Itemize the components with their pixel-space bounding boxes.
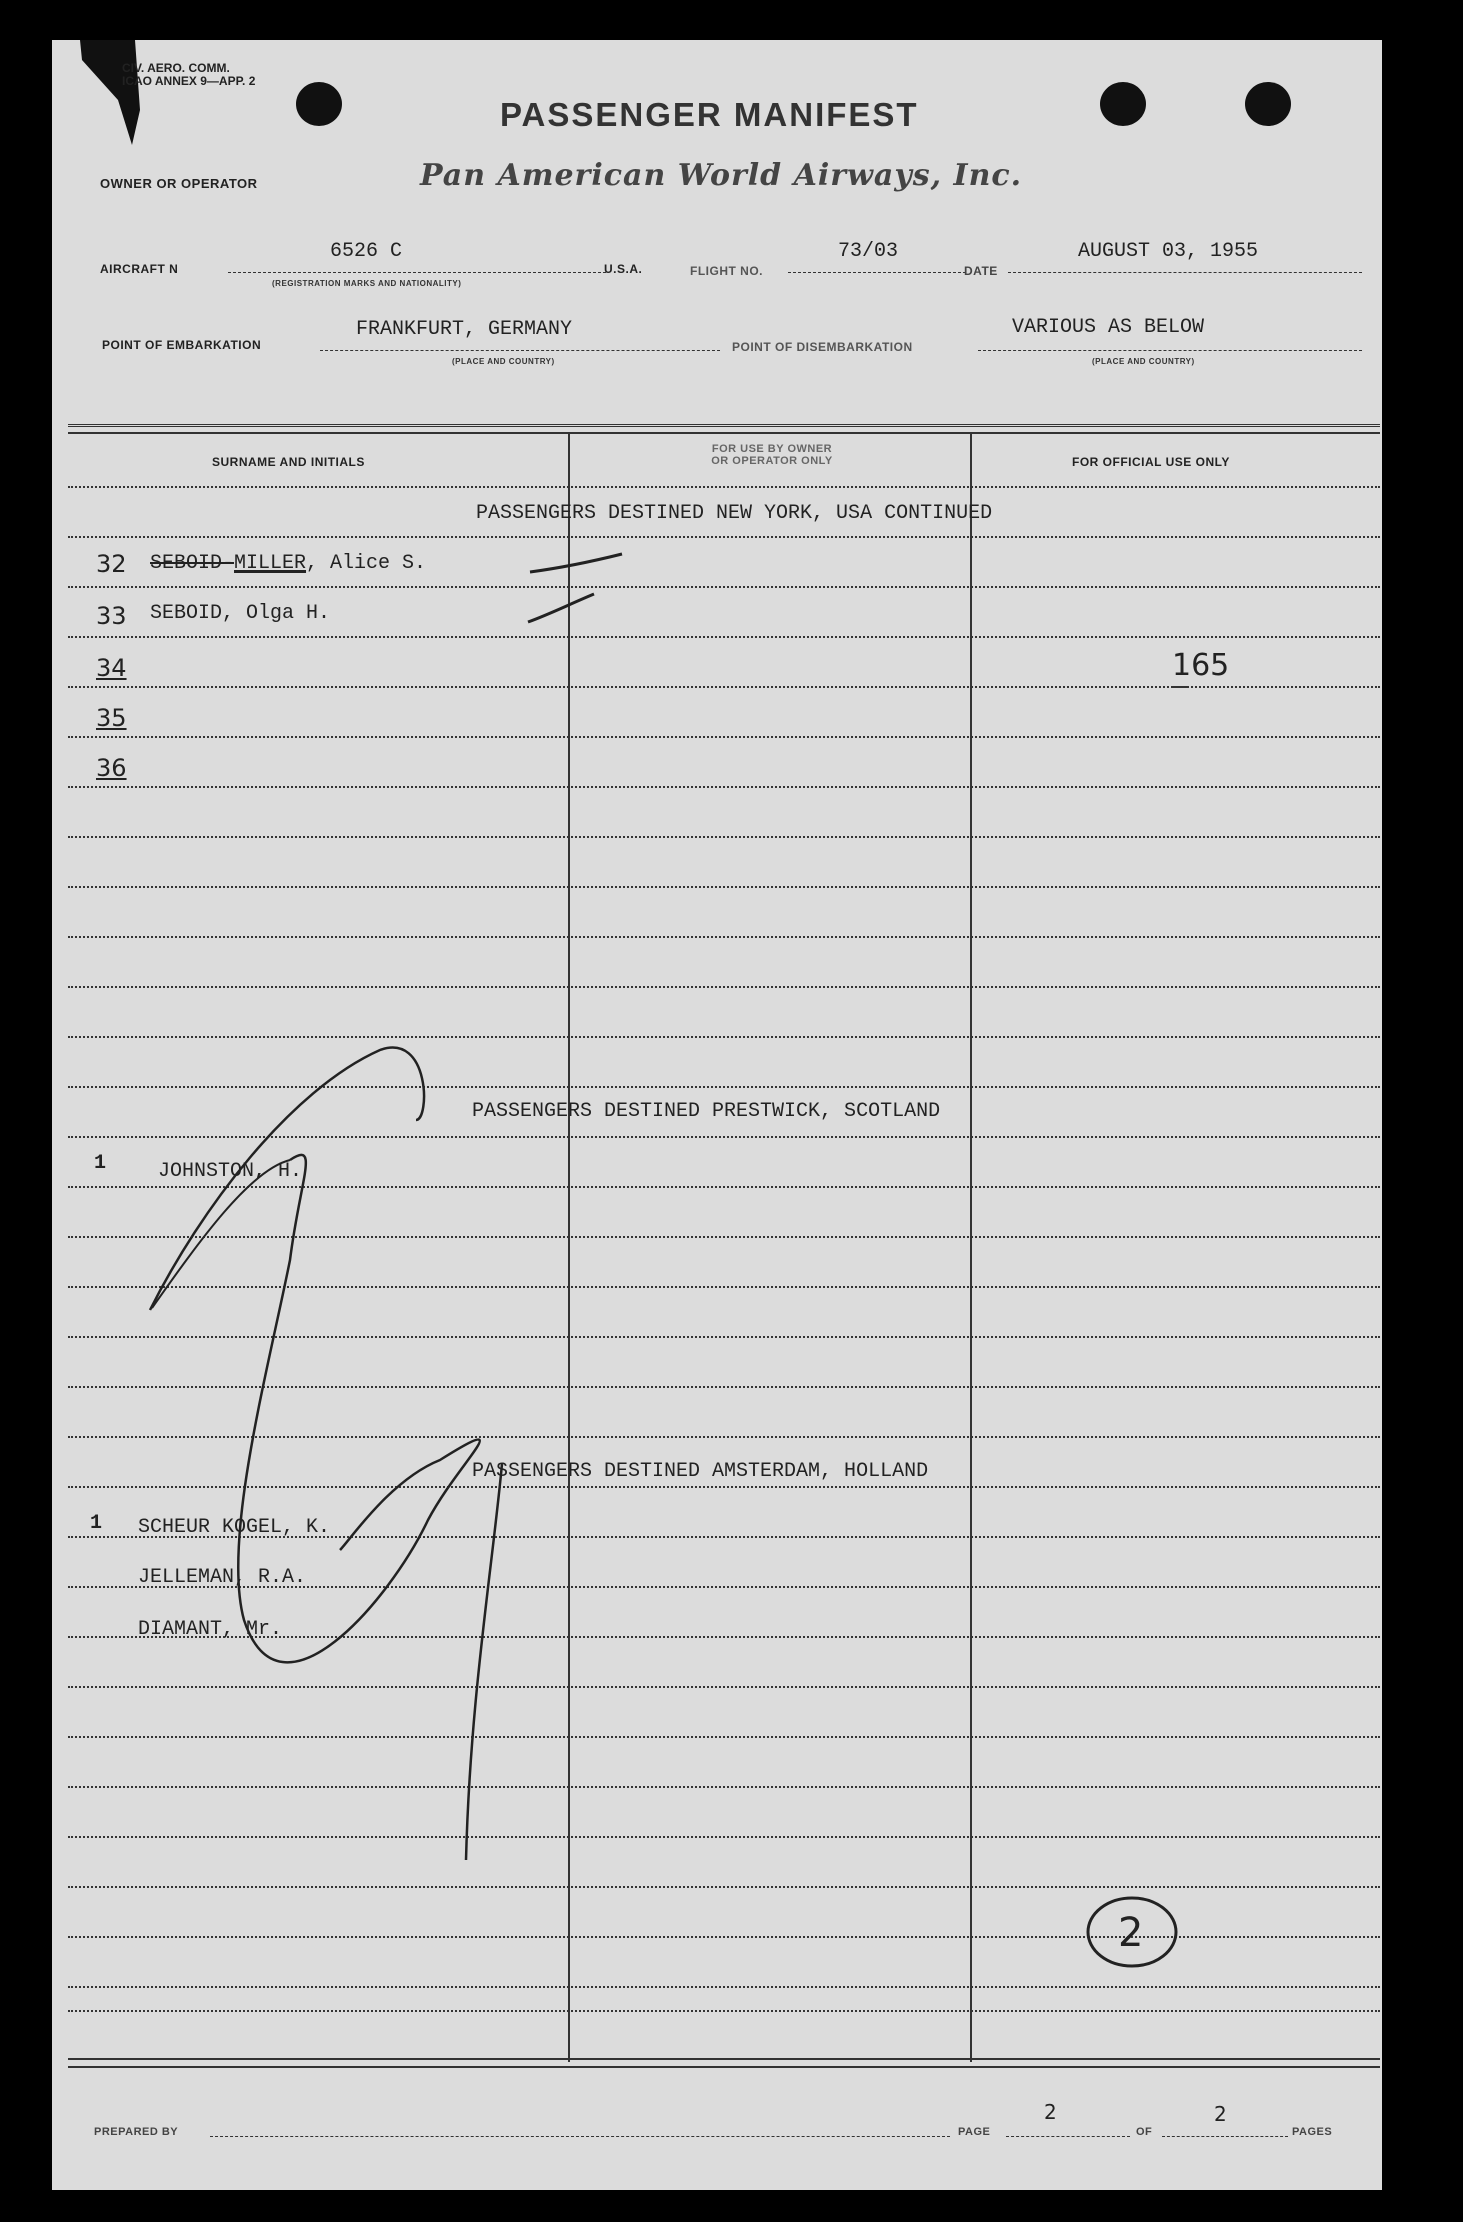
row-rule <box>68 736 1380 738</box>
form-ref-line1: CIV. AERO. COMM. <box>122 61 230 75</box>
date-underline <box>1008 272 1362 273</box>
row-rule <box>68 936 1380 938</box>
col-header-owner-use-line1: FOR USE BY OWNER <box>711 443 833 455</box>
aircraft-value: 6526 C <box>330 240 403 263</box>
corner-smudge <box>60 40 150 150</box>
page-label: PAGE <box>958 2126 991 2138</box>
col-header-owner-use <box>682 443 862 467</box>
row-number: 1 <box>90 1512 103 1535</box>
flight-value: 73/03 <box>838 240 899 263</box>
col-header-official: FOR OFFICIAL USE ONLY <box>1072 455 1230 469</box>
page-title: PASSENGER MANIFEST <box>500 96 919 133</box>
row-rule <box>68 836 1380 838</box>
circled-mark <box>1082 1890 1182 1974</box>
section-heading-amsterdam: PASSENGERS DESTINED AMSTERDAM, HOLLAND <box>472 1460 929 1483</box>
column-divider <box>970 432 972 2062</box>
row-number: 1 <box>94 1152 107 1175</box>
flight-label: FLIGHT NO. <box>690 264 763 278</box>
page-count: 2 <box>1214 2102 1227 2126</box>
col-header-owner-use-line2: OR OPERATOR ONLY <box>711 455 833 467</box>
row-rule <box>68 636 1380 638</box>
row-number: 35 <box>96 704 127 732</box>
passenger-name: SCHEUR KOGEL, K. <box>138 1516 331 1539</box>
country-label: U.S.A. <box>604 262 643 276</box>
row-rule <box>68 1986 1380 1988</box>
col-header-surname: SURNAME AND INITIALS <box>212 455 365 469</box>
page-number-line <box>1006 2136 1130 2137</box>
punch-hole <box>1245 82 1291 126</box>
row-rule <box>68 486 1380 488</box>
column-divider <box>568 432 570 2062</box>
official-note-underline <box>1172 686 1188 688</box>
prepared-by-label: PREPARED BY <box>94 2126 179 2138</box>
passenger-name: JELLEMAN, R.A. <box>138 1566 307 1589</box>
table-bottom-rule <box>68 2058 1380 2060</box>
prepared-by-line <box>210 2136 950 2137</box>
embarkation-sublabel: (PLACE AND COUNTRY) <box>452 357 555 366</box>
name-struck: SEBOID- <box>150 552 235 575</box>
row-rule <box>68 536 1380 538</box>
disembarkation-sublabel: (PLACE AND COUNTRY) <box>1092 357 1195 366</box>
airline-name: Pan American World Airways, Inc. <box>420 158 1023 193</box>
row-number: 33 <box>96 602 127 630</box>
section-heading-prestwick: PASSENGERS DESTINED PRESTWICK, SCOTLAND <box>472 1100 941 1123</box>
official-note <box>1172 648 1229 683</box>
official-note-text: 165 <box>1172 648 1230 683</box>
passenger-name: DIAMANT, Mr. <box>138 1618 283 1641</box>
row-rule <box>68 986 1380 988</box>
section-heading-new-york: PASSENGERS DESTINED NEW YORK, USA CONTINUED <box>476 502 993 525</box>
name-rest: , Alice S. <box>306 552 427 575</box>
pages-label: PAGES <box>1292 2126 1333 2138</box>
passenger-name <box>150 552 426 575</box>
aircraft-underline <box>228 272 606 273</box>
form-ref-line2: ICAO ANNEX 9—APP. 2 <box>122 74 256 88</box>
disembarkation-underline <box>978 350 1362 351</box>
flight-underline <box>788 272 966 273</box>
handwritten-mark <box>140 1040 520 1870</box>
aircraft-label: AIRCRAFT N <box>100 262 179 276</box>
circled-mark-text: 2 <box>1118 1910 1144 1956</box>
embarkation-underline <box>320 350 720 351</box>
table-top-rule <box>68 432 1380 434</box>
form-reference <box>122 62 255 88</box>
embarkation-label: POINT OF EMBARKATION <box>102 338 262 352</box>
owner-label: OWNER OR OPERATOR <box>100 176 258 191</box>
passenger-name: JOHNSTON, H. <box>158 1160 303 1183</box>
row-rule <box>68 786 1380 788</box>
disembarkation-value: VARIOUS AS BELOW <box>1012 316 1205 339</box>
row-number: 34 <box>96 654 127 682</box>
row-rule <box>68 1886 1380 1888</box>
page-number: 2 <box>1044 2100 1057 2124</box>
aircraft-sublabel: (REGISTRATION MARKS AND NATIONALITY) <box>272 279 462 288</box>
check-mark <box>520 548 630 628</box>
disembarkation-label: POINT OF DISEMBARKATION <box>732 340 913 354</box>
row-number: 36 <box>96 754 127 782</box>
date-value: AUGUST 03, 1955 <box>1078 240 1259 263</box>
table-top-rule <box>68 424 1380 427</box>
punch-hole <box>296 82 342 126</box>
punch-hole <box>1100 82 1146 126</box>
name-underlined: MILLER <box>234 552 307 575</box>
row-rule <box>68 886 1380 888</box>
of-label: OF <box>1136 2126 1153 2138</box>
date-label: DATE <box>964 264 998 278</box>
row-number: 32 <box>96 550 127 578</box>
row-rule <box>68 1936 1380 1938</box>
embarkation-value: FRANKFURT, GERMANY <box>356 318 573 341</box>
row-rule <box>68 1036 1380 1038</box>
passenger-name: SEBOID, Olga H. <box>150 602 331 625</box>
table-bottom-rule <box>68 2066 1380 2068</box>
row-rule <box>68 586 1380 588</box>
row-rule <box>68 2010 1380 2012</box>
page-count-line <box>1162 2136 1288 2137</box>
